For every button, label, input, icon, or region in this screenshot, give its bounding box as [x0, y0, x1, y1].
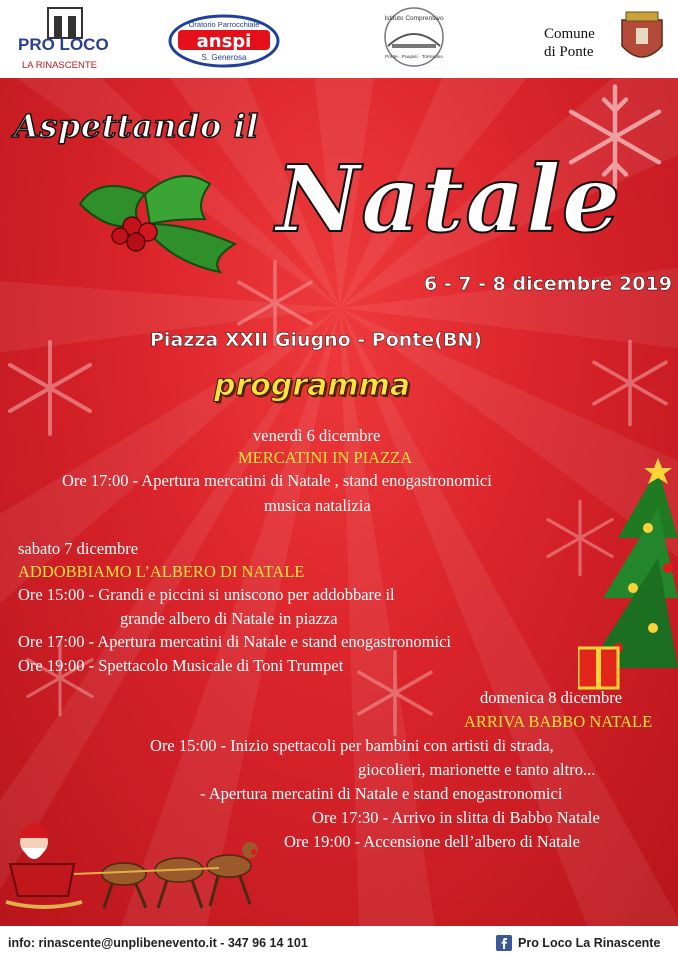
snowflake-icon — [585, 338, 675, 428]
snowflake-icon — [350, 648, 440, 738]
anspi-name: anspi — [196, 31, 252, 52]
day1-line1: Ore 17:00 - Apertura mercatini di Natale , stand enogastronomici — [62, 471, 492, 490]
santa-sleigh-icon — [4, 804, 264, 916]
day3-line2: giocolieri, marionette e tanto altro... — [358, 760, 596, 779]
day3-date: domenica 8 dicembre — [480, 688, 623, 707]
day1-event: MERCATINI IN PIAZZA — [238, 448, 413, 467]
day2-event: ADDOBBIAMO L’ALBERO DI NATALE — [18, 562, 305, 581]
pro-loco-text: PRO LOCO — [18, 35, 109, 54]
day3-line5: Ore 19:00 - Accensione dell’albero di Natale — [284, 832, 580, 851]
title-line1: Aspettando il — [14, 107, 259, 145]
red-background — [0, 78, 678, 926]
day2-date: sabato 7 dicembre — [18, 539, 139, 558]
castle-icon — [48, 8, 82, 38]
istituto-sub: Ponte · Paupisi · Torrecuso — [385, 55, 443, 60]
day3-event: ARRIVA BABBO NATALE — [464, 712, 653, 731]
facebook-icon[interactable] — [496, 935, 512, 951]
day2-line2: grande albero di Natale in piazza — [120, 609, 338, 628]
day2-line3: Ore 17:00 - Apertura mercatini di Natale e stand enogastronomici — [18, 632, 451, 651]
header-logos — [0, 0, 678, 78]
programma-heading: programma — [214, 368, 411, 403]
dates: 6 - 7 - 8 dicembre 2019 — [424, 273, 672, 295]
pro-loco-logo — [14, 6, 114, 72]
facebook-page-name[interactable]: Pro Loco La Rinascente — [518, 936, 661, 950]
footer-info: info: rinascente@unplibenevento.it - 347 96 14 101 — [8, 936, 308, 950]
coat-of-arms-icon — [622, 12, 662, 57]
pro-loco-subtext: LA RINASCENTE — [22, 60, 97, 71]
location: Piazza XXII Giugno - Ponte(BN) — [150, 329, 483, 351]
anspi-top-text: Oratorio Parrocchiale — [188, 20, 260, 29]
comune-logo — [540, 6, 670, 72]
snowflake-icon — [0, 338, 100, 438]
holly-icon — [70, 164, 250, 274]
day1-line2: musica natalizia — [264, 496, 371, 515]
day3-line3: - Apertura mercatini di Natale e stand enogastronomici — [200, 784, 563, 803]
day1-date: venerdì 6 dicembre — [253, 426, 381, 445]
istituto-title: Istituto Comprensivo — [384, 15, 444, 22]
day2-line4: Ore 19:00 - Spettacolo Musicale di Toni Trumpet — [18, 656, 344, 675]
anspi-sub-text: S. Generosa — [201, 53, 247, 62]
footer — [0, 926, 678, 960]
istituto-logo — [374, 6, 454, 68]
comune-line2: di Ponte — [544, 44, 594, 60]
anspi-logo — [168, 14, 280, 68]
day3-line1: Ore 15:00 - Inizio spettacoli per bambini con artisti di strada, — [150, 736, 554, 755]
christmas-tree-icon — [578, 458, 678, 698]
comune-line1: Comune — [544, 26, 595, 42]
title-line2: Natale — [276, 145, 622, 253]
day3-line4: Ore 17:30 - Arrivo in slitta di Babbo Natale — [312, 808, 600, 827]
day2-line1: Ore 15:00 - Grandi e piccini si uniscono per addobbare il — [18, 585, 395, 604]
